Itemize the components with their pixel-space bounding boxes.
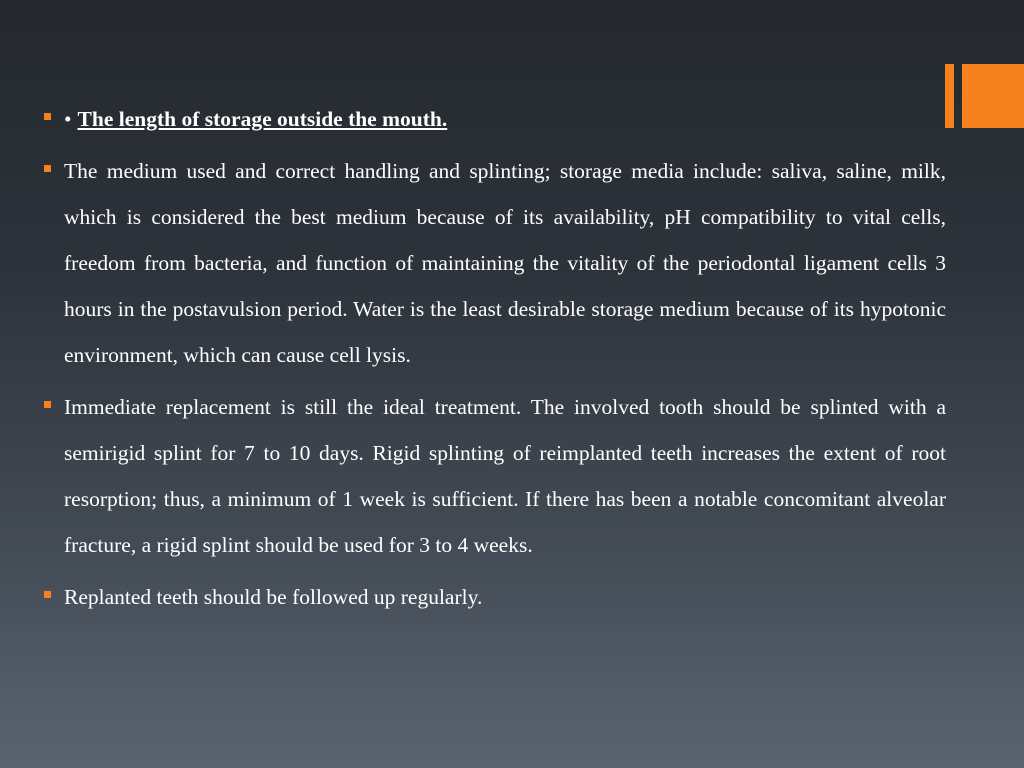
bullet-text: Replanted teeth should be followed up regularly. [64, 585, 483, 609]
accent-bar-thin [945, 64, 954, 128]
square-bullet-icon [44, 401, 51, 408]
dot-bullet-glyph: • [64, 107, 72, 131]
accent-bar-thick [962, 64, 1024, 128]
bullet-text: The medium used and correct handling and splinting; storage media include: saliva, saline, milk, which is considered the best medium because of its availability, pH compatibility to vital cells, freedom from bacteria, and function of maintaining the vitality of the periodontal ligament cells 3 hours in the postavulsion period. Water is the least desirable storage medium because of its hypotonic environment, which can cause cell lysis. [64, 159, 946, 367]
slide-content [44, 96, 946, 626]
bullet-item-storage-medium [44, 148, 946, 378]
square-bullet-icon [44, 165, 51, 172]
bullet-heading-text: The length of storage outside the mouth. [77, 107, 448, 131]
square-bullet-icon [44, 591, 51, 598]
bullet-item-follow-up [44, 574, 946, 620]
bullet-item-immediate-replacement [44, 384, 946, 568]
square-bullet-icon [44, 113, 51, 120]
bullet-text: Immediate replacement is still the ideal treatment. The involved tooth should be splinted with a semirigid splint for 7 to 10 days. Rigid splinting of reimplanted teeth increases the extent of root resorption; thus, a minimum of 1 week is sufficient. If there has been a notable concomitant alveolar fracture, a rigid splint should be used for 3 to 4 weeks. [64, 395, 946, 557]
bullet-item-storage-length [44, 96, 946, 142]
